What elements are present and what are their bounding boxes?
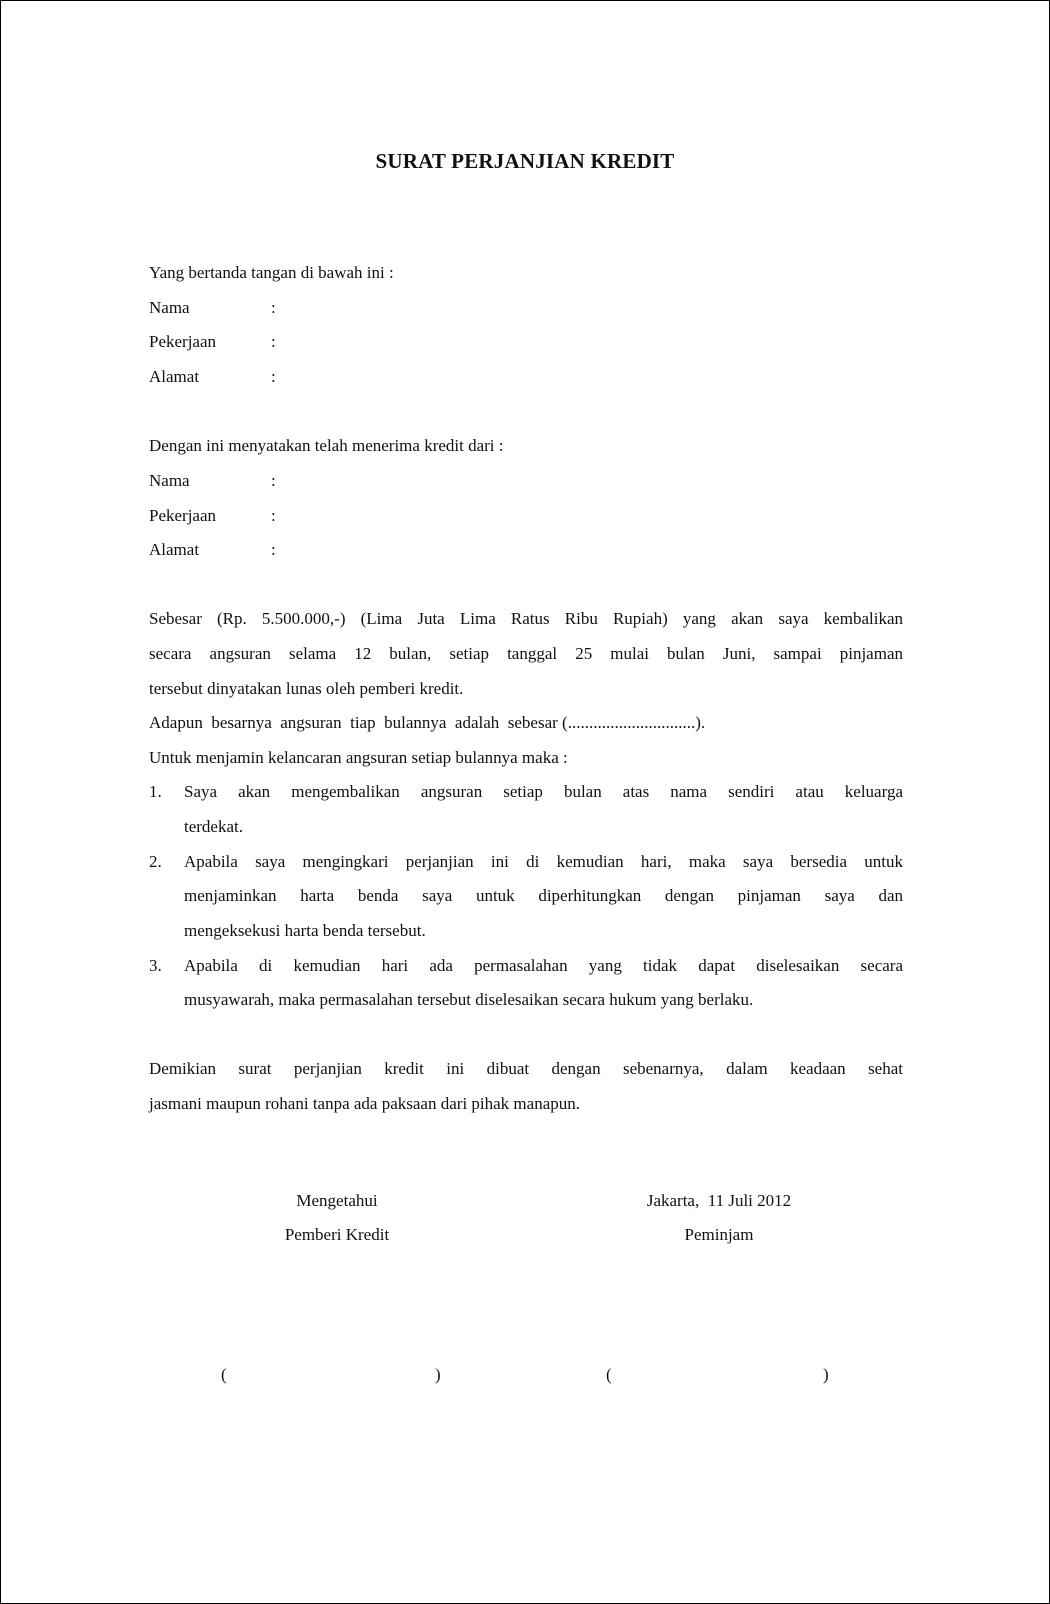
borrower-job-colon: : xyxy=(271,332,276,351)
left-signature-heading: Mengetahui xyxy=(296,1191,378,1210)
amount-line-1: Sebesar (Rp. 5.500.000,-) (Lima Juta Lima Ratus Ribu Rupiah) yang akan saya kembalikan xyxy=(149,609,903,628)
lender-address-label: Alamat xyxy=(149,540,200,559)
item-3-line-1: Apabila di kemudian hari ada permasalahan yang tidak dapat diselesaikan secara xyxy=(184,956,903,975)
lender-name-label: Nama xyxy=(149,471,190,490)
installment-line: Adapun besarnya angsuran tiap bulannya adalah sebesar (..............................). xyxy=(149,713,706,732)
left-signature-role: Pemberi Kredit xyxy=(284,1225,390,1244)
borrower-address-label: Alamat xyxy=(149,367,200,386)
lender-job-label: Pekerjaan xyxy=(149,506,217,525)
item-2-line-3: mengeksekusi harta benda tersebut. xyxy=(184,921,426,940)
right-signature-close-paren: ) xyxy=(823,1365,829,1384)
left-signature-close-paren: ) xyxy=(435,1365,441,1384)
right-signature-role: Peminjam xyxy=(684,1225,754,1244)
item-3-line-2: musyawarah, maka permasalahan tersebut diselesaikan secara hukum yang berlaku. xyxy=(184,990,754,1009)
borrower-name-colon: : xyxy=(271,298,276,317)
item-2-line-2: menjaminkan harta benda saya untuk diperhitungkan dengan pinjaman saya dan xyxy=(184,886,903,905)
borrower-job-label: Pekerjaan xyxy=(149,332,217,351)
lender-job-colon: : xyxy=(271,506,276,525)
amount-line-2: secara angsuran selama 12 bulan, setiap tanggal 25 mulai bulan Juni, sampai pinjaman xyxy=(149,644,903,663)
borrower-address-colon: : xyxy=(271,367,276,386)
guarantee-intro: Untuk menjamin kelancaran angsuran setiap bulannya maka : xyxy=(149,748,568,767)
item-1-line-1: Saya akan mengembalikan angsuran setiap bulan atas nama sendiri atau keluarga xyxy=(184,782,903,801)
left-signature-open-paren: ( xyxy=(221,1365,227,1384)
item-number-3: 3. xyxy=(149,956,162,975)
closing-line-2: jasmani maupun rohani tanpa ada paksaan dari pihak manapun. xyxy=(149,1094,580,1113)
item-1-line-2: terdekat. xyxy=(184,817,243,836)
lender-address-colon: : xyxy=(271,540,276,559)
item-number-1: 1. xyxy=(149,782,162,801)
item-number-2: 2. xyxy=(149,852,162,871)
statement-text: Dengan ini menyatakan telah menerima kredit dari : xyxy=(149,436,504,455)
closing-line-1: Demikian surat perjanjian kredit ini dibuat dengan sebenarnya, dalam keadaan sehat xyxy=(149,1059,903,1078)
right-signature-open-paren: ( xyxy=(606,1365,612,1384)
item-2-line-1: Apabila saya mengingkari perjanjian ini di kemudian hari, maka saya bersedia untuk xyxy=(184,852,903,871)
amount-line-3: tersebut dinyatakan lunas oleh pemberi kredit. xyxy=(149,679,464,698)
lender-name-colon: : xyxy=(271,471,276,490)
borrower-name-label: Nama xyxy=(149,298,190,317)
intro-text: Yang bertanda tangan di bawah ini : xyxy=(149,263,394,282)
document-title: SURAT PERJANJIAN KREDIT xyxy=(375,149,675,173)
right-signature-heading: Jakarta, 11 Juli 2012 xyxy=(646,1191,792,1210)
